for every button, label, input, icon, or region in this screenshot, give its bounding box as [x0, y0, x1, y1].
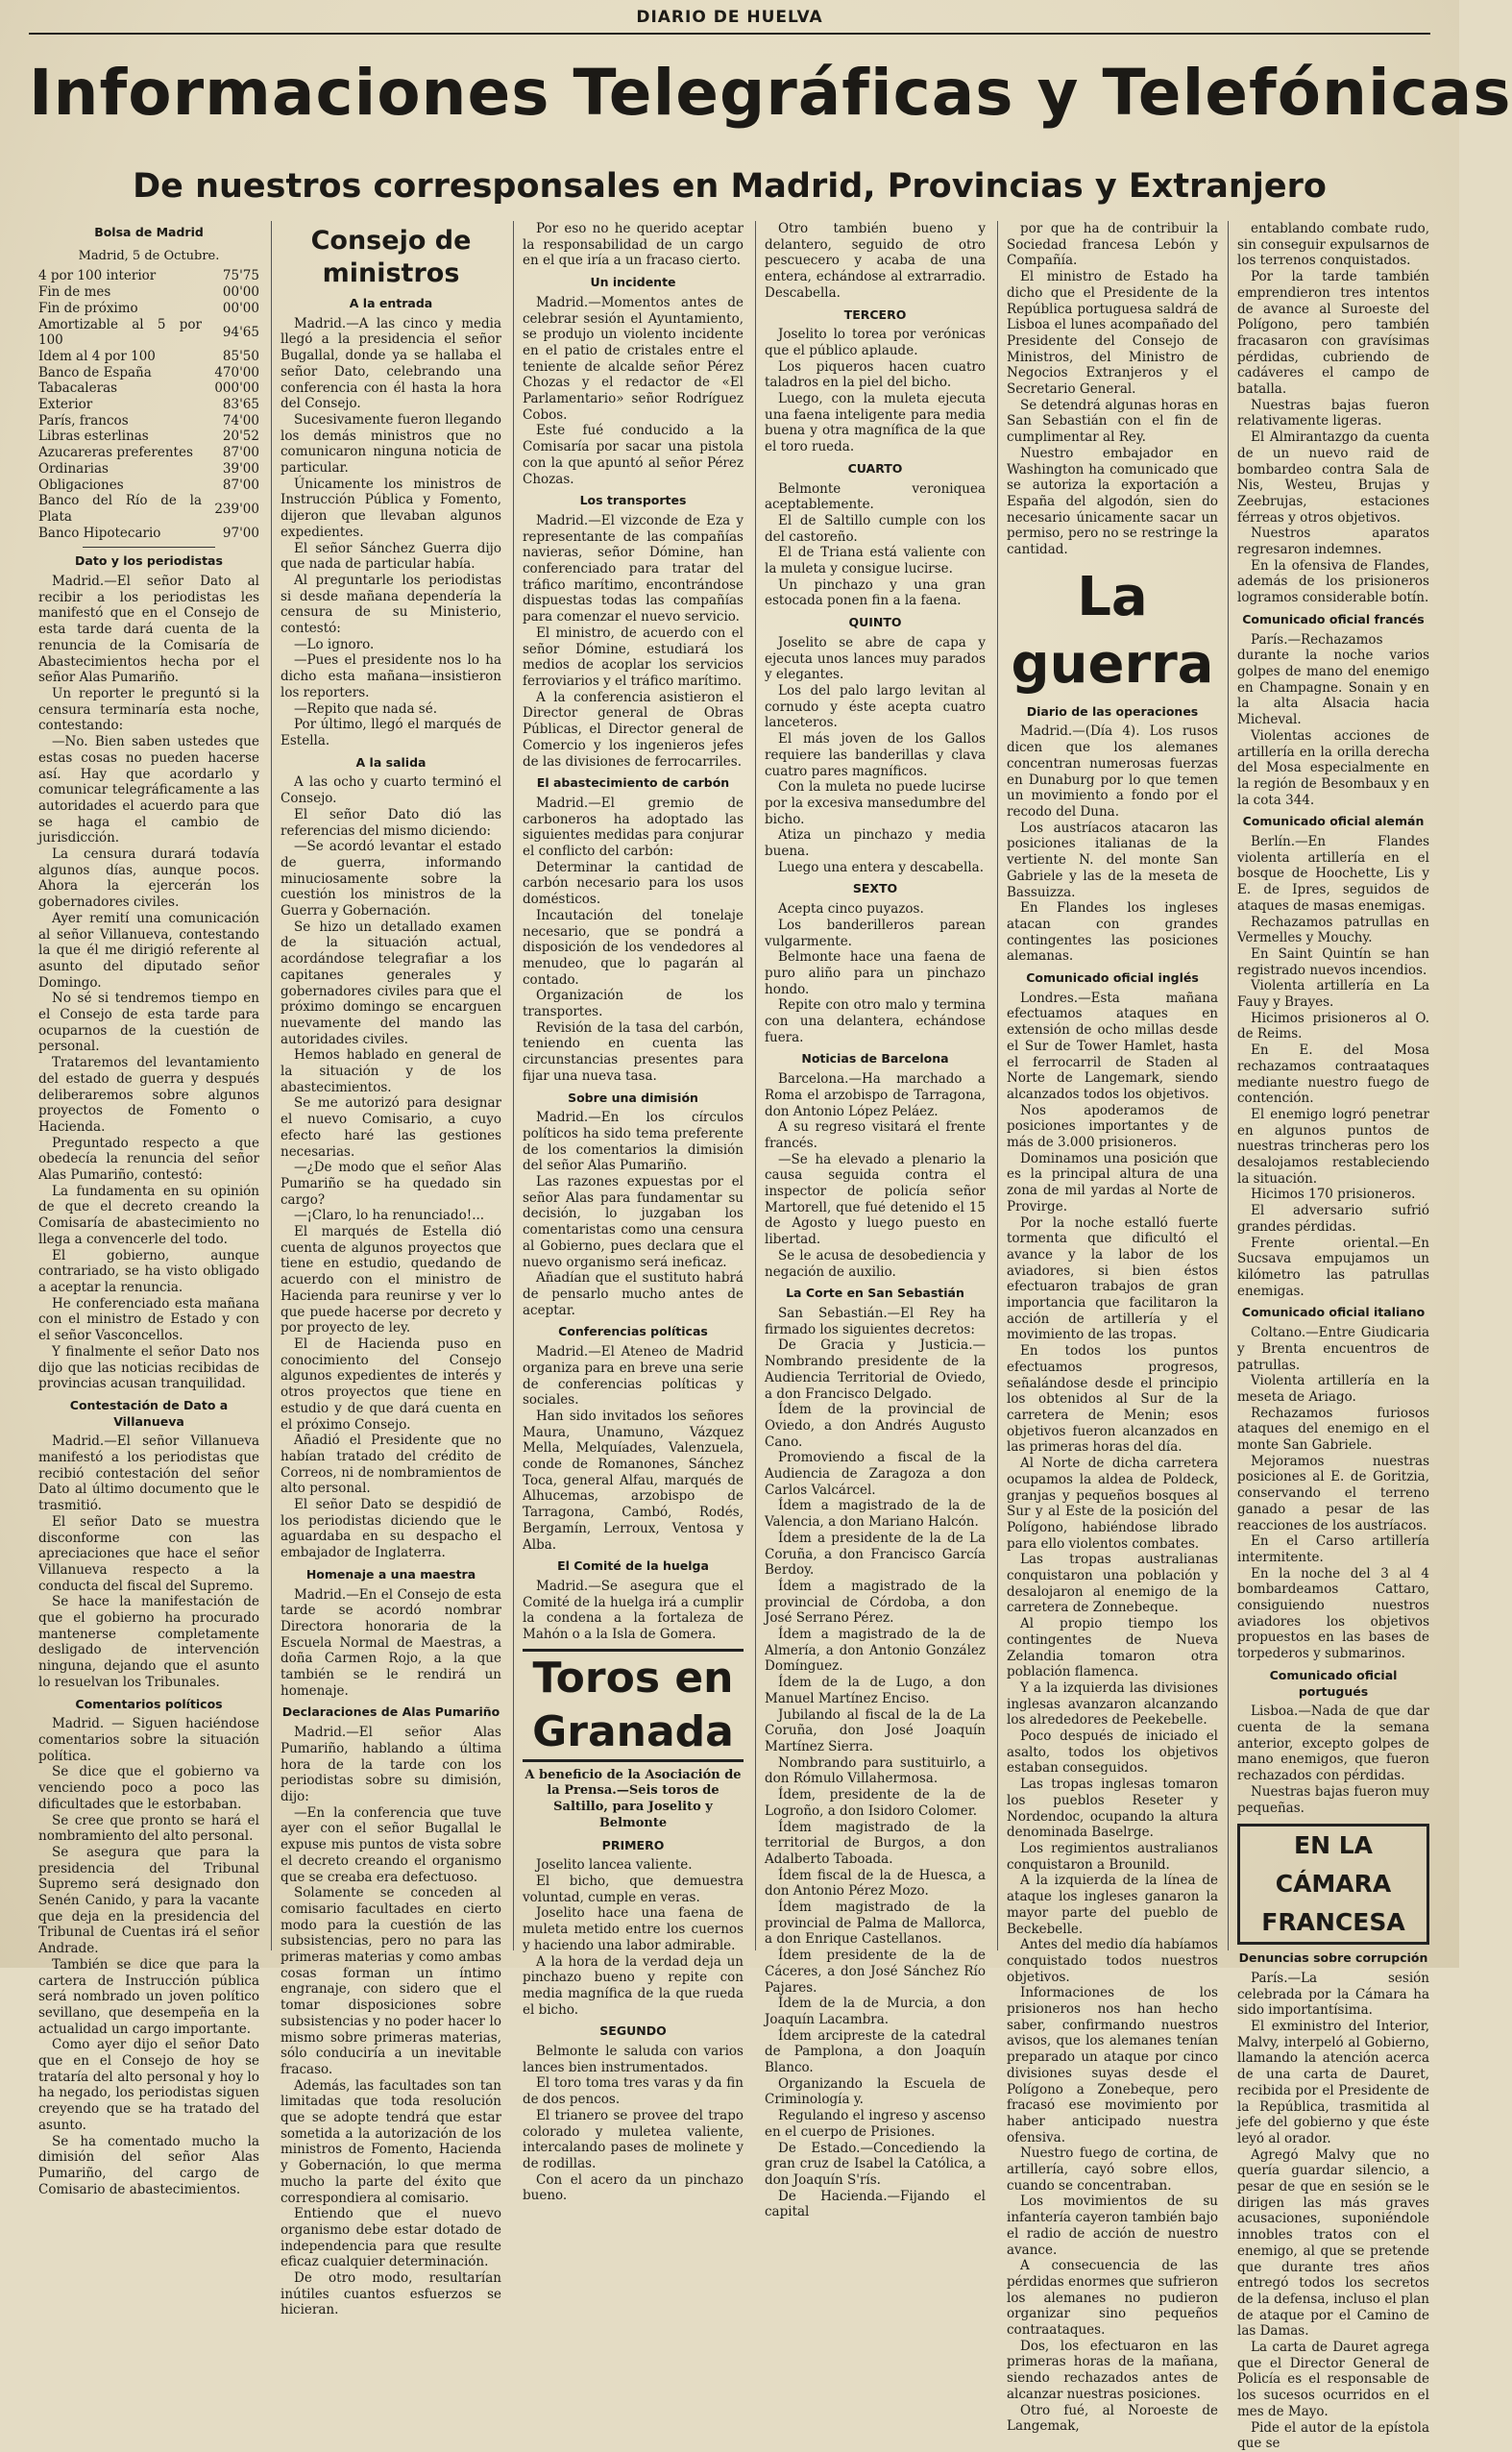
paragraph: Y a la izquierda las divisiones inglesas avanzaron alcanzando los alrededores de Peekebelle.: [1007, 1680, 1218, 1729]
section-heading: El abastecimiento de carbón: [536, 775, 730, 791]
paragraph: Los banderilleros parean vulgarmente.: [765, 917, 986, 949]
paragraph: —Pues el presidente nos lo ha dicho esta mañana—insistieron los reporters.: [280, 652, 501, 700]
paragraph: Madrid.—El señor Villanueva manifestó a los periodistas que recibió contestación del señor Dato al último documento que le trasmitió.: [38, 1434, 259, 1514]
paragraph: Preguntado respecto a que obedecía la renuncia del señor Alas Pumariño, contestó:: [38, 1135, 259, 1184]
paragraph: Madrid.—El Ateneo de Madrid organiza para en breve una serie de conferencias políticas y sociales.: [523, 1344, 744, 1409]
paragraph: —¿De modo que el señor Alas Pumariño se ha quedado sin cargo?: [280, 1160, 501, 1208]
stock-name: Banco Hipotecario: [38, 525, 161, 541]
paragraph: En Saint Quintín se han registrado nuevos incendios.: [1237, 945, 1429, 978]
paragraph: Ídem magistrado de la territorial de Burgos, a don Adalberto Taboada.: [765, 1819, 986, 1867]
section-heading: Homenaje a una maestra: [305, 1566, 476, 1582]
paragraph: Nos apoderamos de posiciones importantes y de más de 3.000 prisioneros.: [1007, 1102, 1218, 1151]
paragraph: Se cree que pronto se hará el nombramiento del alto personal.: [38, 1812, 259, 1845]
paragraph: El señor Dato se despidió de los periodistas diciendo que le aguardaba en su despacho el embajador de Inglaterra.: [280, 1497, 501, 1561]
paragraph: —Se ha elevado a plenario la causa seguida contra el inspector de policía señor Martorell, que fué detenido el 15 de Agosto y luego puesto en libertad.: [765, 1151, 986, 1248]
section-heading: A la salida: [355, 754, 427, 770]
paragraph: Se me autorizó para designar el nuevo Comisario, a cuyo efecto haré las gestiones necesarias.: [280, 1095, 501, 1160]
paragraph: En la noche del 3 al 4 bombardeamos Cattaro, consiguiendo nuestros aviadores los objetivos propuestos en las bases de torpederos y submarinos.: [1237, 1565, 1429, 1662]
paragraph: Nuestro embajador en Washington ha comunicado que se autoriza la exportación a España del algodón, sien do necesario únicamente sacar un permiso, pero no se restringe la cantidad.: [1007, 445, 1218, 558]
section-heading: Dato y los periodistas: [75, 553, 223, 569]
stock-value: 97'00: [222, 525, 259, 541]
stock-name: París, francos: [38, 412, 129, 429]
paragraph: El gobierno, aunque contrariado, se ha visto obligado a aceptar la renuncia.: [38, 1247, 259, 1295]
paragraph: Violentas acciones de artillería en la orilla derecha del Mosa especialmente en la región de Besombaux y en la cota 344.: [1237, 727, 1429, 808]
stock-row: [38, 478, 259, 494]
paragraph: Por eso no he querido aceptar la responsabilidad de un cargo en el que iría a un fracaso cierto.: [523, 221, 744, 269]
paragraph: Jubilando al fiscal de la de La Coruña, don José Joaquín Martínez Sierra.: [765, 1706, 986, 1754]
paragraph: Las razones expuestas por el señor Alas para fundamentar su decisión, lo juzgaban los comentaristas como una censura al Gobierno, pues declara que el nuevo organismo será ineficaz.: [523, 1174, 744, 1270]
paragraph: —En la conferencia que tuve ayer con el señor Bugallal le expuse mis puntos de vista sobre el decreto creando el organismo que se creaba era defectuoso.: [280, 1804, 501, 1885]
stock-row: [38, 461, 259, 478]
paragraph: Nuestras bajas fueron relativamente ligeras.: [1237, 397, 1429, 429]
section-heading: Un incidente: [590, 275, 676, 290]
stock-row: [38, 397, 259, 413]
paragraph: —¡Claro, lo ha renunciado!...: [294, 1208, 485, 1224]
stock-name: Exterior: [38, 397, 93, 413]
section-heading: CUARTO: [847, 460, 903, 476]
paragraph: Han sido invitados los señores Maura, Unamuno, Vázquez Mella, Melquíades, Valenzuela, conde de Romanones, Sánchez Toca, general Alfau, marqués de Alhucemas, arzobispo de Tarragona, Cambó, Rodés, Bergamín, Lerroux, Ventosa y Alba.: [523, 1408, 744, 1553]
section-heading: Diario de las operaciones: [1026, 703, 1199, 719]
paragraph: El marqués de Estella dió cuenta de algunos proyectos que tiene en estudio, quedando de acuerdo con el ministro de Hacienda para reunirse y ver lo que puede hacerse por decreto y por proyecto de ley.: [280, 1224, 501, 1336]
paragraph: El toro toma tres varas y da fin de dos pencos.: [523, 2075, 744, 2108]
stock-value: 85'50: [222, 348, 259, 364]
stock-value: 00'00: [222, 284, 259, 301]
stock-row: [38, 365, 259, 381]
paragraph: Madrid.—(Día 4). Los rusos dicen que los alemanes concentran numerosas fuerzas en Dunaburg por lo que temen un movimiento a fondo por el recodo del Duna.: [1007, 723, 1218, 820]
stock-value: 87'00: [222, 477, 259, 493]
stock-row: [38, 429, 259, 445]
paragraph: A su regreso visitará el frente francés.: [765, 1119, 986, 1151]
paragraph: París.—La sesión celebrada por la Cámara ha sido importantísima.: [1237, 1970, 1429, 2019]
paragraph: Berlín.—En Flandes violenta artillería en el bosque de Hoochette, Lis y E. de Ipres, seguidos de ataques de masas enemigas.: [1237, 834, 1429, 914]
section-heading: Comunicado oficial francés: [1242, 611, 1425, 626]
paragraph: Al Norte de dicha carretera ocupamos la aldea de Poldeck, granjas y pequeños bosques al Sur y al Este de la posición del Polígono, habiéndose librado para ello violentos combates.: [1007, 1456, 1218, 1552]
paragraph: Madrid.—Se asegura que el Comité de la huelga irá a cumplir la condena a la fortaleza de Mahón o a la Isla de Gomera.: [523, 1578, 744, 1643]
paragraph: Y finalmente el señor Dato nos dijo que las noticias recibidas de provincias acusan tranquilidad.: [38, 1343, 259, 1392]
stock-name: Banco del Río de la Plata: [38, 493, 202, 525]
stock-value: 20'52: [222, 429, 259, 445]
paragraph: El más joven de los Gallos requiere las banderillas y clava cuatro pares magníficos.: [765, 731, 986, 779]
section-heading: Comunicado oficial portugués: [1269, 1667, 1398, 1699]
paragraph: Hicimos 170 prisioneros.: [1251, 1187, 1416, 1203]
paragraph: Los piqueros hacen cuatro taladros en la piel del bicho.: [765, 358, 986, 391]
paragraph: Por último, llegó el marqués de Estella.: [280, 717, 501, 748]
section-heading: La Corte en San Sebastián: [786, 1286, 964, 1301]
paragraph: Belmonte veroniquea aceptablemente.: [765, 480, 986, 513]
paragraph: —No. Bien saben ustedes que estas cosas no pueden hacerse así. Hay que acordarlo y comunicar telegráficamente a las autoridades el acuerdo para que se haga el cambio de jurisdicción.: [38, 734, 259, 846]
column-3: [523, 221, 744, 2204]
paragraph: No sé si tendremos tiempo en el Consejo de esta tarde para ocuparnos de la cuestión de personal.: [38, 991, 259, 1055]
column-5: [1007, 221, 1218, 2435]
paragraph: De Estado.—Concediendo la gran cruz de Isabel la Católica, a don Joaquín S'rís.: [765, 2140, 986, 2188]
boxed-headline: Toros en Granada: [523, 1649, 744, 1762]
paragraph: Ídem presidente de la de Cáceres, a don José Sánchez Río Pajares.: [765, 1948, 986, 1996]
paragraph: Madrid.—En los círculos políticos ha sido tema preferente de los comentarios la dimisión del señor Alas Pumariño.: [523, 1110, 744, 1174]
paragraph: Se le acusa de desobediencia y negación de auxilio.: [765, 1247, 986, 1280]
stock-name: Azucareras preferentes: [38, 445, 193, 461]
paragraph: En Flandes los ingleses atacan con grandes contingentes las posiciones alemanas.: [1007, 900, 1218, 965]
paragraph: Ídem de la de Murcia, a don Joaquín Lacambra.: [765, 1996, 986, 2027]
paragraph: Las tropas australianas conquistaron una población y desalojaron al enemigo de la carretera de Zonnebeque.: [1007, 1552, 1218, 1616]
paragraph: El de Saltillo cumple con los del castoreño.: [765, 512, 986, 545]
paragraph: El señor Sánchez Guerra dijo que nada de particular había.: [280, 540, 501, 573]
paragraph: Al preguntarle los periodistas si desde mañana dependería la censura de su Ministerio, contestó:: [280, 572, 501, 637]
paragraph: Joselito se abre de capa y ejecuta unos lances muy parados y elegantes.: [765, 634, 986, 683]
stock-name: Banco de España: [38, 364, 152, 380]
column-6: [1237, 221, 1429, 2452]
section-heading: Contestación de Dato a Villanueva: [69, 1397, 229, 1429]
paragraph: Con la muleta no puede lucirse por la excesiva mansedumbre del bicho.: [765, 779, 986, 827]
paragraph: Belmonte le saluda con varios lances bien instrumentados.: [523, 2044, 744, 2075]
section-headline: La guerra: [1011, 565, 1214, 696]
paragraph: Madrid.—En el Consejo de esta tarde se acordó nombrar Directora honoraria de la Escuela Normal de Maestras, a doña Carmen Rojo, a la que también se le rendirá un homenaje.: [280, 1586, 501, 1699]
stock-row: [38, 493, 259, 525]
paragraph: Joselito lo torea por verónicas que el público aplaude.: [765, 327, 986, 358]
paragraph: Madrid.—El gremio de carboneros ha adoptado las siguientes medidas para conjurar el conflicto del carbón:: [523, 795, 744, 860]
paragraph: El bicho, que demuestra voluntad, cumple en veras.: [523, 1873, 744, 1905]
section-heading: QUINTO: [848, 615, 902, 630]
paragraph: Se hace la manifestación de que el gobierno ha procurado mantenerse completamente desligado de intervención ninguna, dejando que el asunto lo resuelvan los Tribunales.: [38, 1594, 259, 1690]
stock-name: Fin de próximo: [38, 300, 138, 316]
stock-row: [38, 268, 259, 284]
paragraph: Antes del medio día habíamos conquistado todos nuestros objetivos.: [1007, 1937, 1218, 1985]
paragraph: He conferenciado esta mañana con el ministro de Estado y con el señor Vasconcellos.: [38, 1295, 259, 1344]
paragraph: Un reporter le preguntó si la censura terminaría esta noche, contestando:: [38, 685, 259, 734]
paragraph: La fundamenta en su opinión de que el decreto creando la Comisaría de abastecimiento no llega a convencerle del todo.: [38, 1183, 259, 1247]
paragraph: Los del palo largo levitan al cornudo y éste acepta cuatro lanceteros.: [765, 682, 986, 731]
paragraph: Organización de los transportes.: [523, 988, 744, 1020]
paragraph: Incautación del tonelaje necesario, que se pondrá a disposición de los vendedores al menudeo, que lo pagarán al contado.: [523, 907, 744, 988]
paragraph: Acepta cinco puyazos.: [778, 901, 924, 918]
section-heading: Comunicado oficial inglés: [1026, 970, 1199, 986]
paragraph: Pide el autor de la epístola que se: [1237, 2419, 1429, 2452]
paragraph: Luego una entera y descabella.: [778, 859, 985, 875]
stock-row: [38, 413, 259, 429]
section-heading: Noticias de Barcelona: [801, 1051, 949, 1067]
paragraph: Belmonte hace una faena de puro aliño para un pinchazo hondo.: [765, 949, 986, 997]
paragraph: Joselito hace una faena de muleta metido entre los cuernos y haciendo una labor admirable.: [523, 1905, 744, 1953]
paragraph: El señor Dato se muestra disconforme con las apreciaciones que hace el señor Villanueva respecto a la conducta del fiscal del Supremo.: [38, 1513, 259, 1594]
paragraph: Agregó Malvy que no quería guardar silencio, a pesar de que en sesión se le dirigen las más graves acusaciones, suponiéndole innobles tratos con el enemigo, al que se pretende que durante tres años entregó todos los secretos de la defensa, incluso el plan de ataque por el Camino de las Damas.: [1237, 2146, 1429, 2340]
stock-name: Libras esterlinas: [38, 429, 149, 445]
paragraph: En E. del Mosa rechazamos contraataques mediante nuestro fuego de contención.: [1237, 1042, 1429, 1107]
paragraph: Madrid.—El vizconde de Eza y representante de las compañías navieras, señor Dómine, han conferenciado para tratar del tráfico marítimo, encontrándose dispuestas todas las compañías para comenzar el nuevo servicio.: [523, 512, 744, 625]
paragraph: Al propio tiempo los contingentes de Nueva Zelandia tomaron otra población flamenca.: [1007, 1616, 1218, 1680]
paragraph: Ídem magistrado de la provincial de Palma de Mallorca, a don Enrique Castellanos.: [765, 1900, 986, 1948]
column-2: [280, 221, 501, 2318]
paragraph: Regulando el ingreso y ascenso en el cuerpo de Prisiones.: [765, 2108, 986, 2140]
paragraph: La carta de Dauret agrega que el Director General de Policía es el responsable de los sucesos ocurridos en el mes de Mayo.: [1237, 2340, 1429, 2419]
section-heading: Comunicado oficial italiano: [1241, 1305, 1426, 1320]
paragraph: —Repito que nada sé.: [294, 700, 438, 717]
section-heading: PRIMERO: [601, 1837, 665, 1852]
page-subheadline: De nuestros corresponsales en Madrid, Provincias y Extranjero: [133, 167, 1327, 206]
article-headline: Consejo de ministros: [310, 226, 472, 288]
paragraph: El trianero se provee del trapo colorado y muletea valiente, intercalando pases de molinete y de rodillas.: [523, 2107, 744, 2171]
section-heading: Los transportes: [579, 493, 687, 508]
paragraph: La censura durará todavía algunos días, aunque pocos. Ahora la ejercerán los gobernadores civiles.: [38, 846, 259, 911]
column-4: [765, 221, 986, 2220]
paragraph: El enemigo logró penetrar en algunos puntos de nuestras trincheras pero los desalojamos restableciendo la situación.: [1237, 1106, 1429, 1187]
stock-name: 4 por 100 interior: [38, 268, 157, 284]
paragraph: El ministro de Estado ha dicho que el Presidente de la República portuguesa saldrá de Lisboa el lunes acompañado del Presidente del Consejo de Ministros, del Ministro de Negocios Extranjeros y el Secretario General.: [1007, 269, 1218, 398]
paragraph: Únicamente los ministros de Instrucción Pública y Fomento, dijeron que llevaban algunos expedientes.: [280, 476, 501, 540]
paragraph: por que ha de contribuir la Sociedad francesa Lebón y Compañía.: [1007, 221, 1218, 269]
section-heading: Declaraciones de Alas Pumariño: [281, 1704, 500, 1720]
paragraph: Ídem a magistrado de la de Valencia, a don Mariano Halcón.: [765, 1498, 986, 1531]
paragraph: En el Carso artillería intermitente.: [1237, 1533, 1429, 1565]
boxed-section-headline: EN LA CÁMARA FRANCESA: [1237, 1824, 1429, 1945]
section-heading: Conferencias políticas: [558, 1324, 708, 1339]
paragraph: Las tropas inglesas tomaron los pueblos Reseter y Nordendoc, ocupando la altura denominada Baselrge.: [1007, 1777, 1218, 1841]
paragraph: Hicimos prisioneros al O. de Reims.: [1237, 1010, 1429, 1042]
article-subheading: A beneficio de la Asociación de la Prensa.—Seis toros de Saltillo, para Joselito y Belmonte: [524, 1767, 742, 1830]
paragraph: Sucesivamente fueron llegando los demás ministros que no comunicaron ninguna noticia de particular.: [280, 411, 501, 477]
paragraph: Añadió el Presidente que no habían tratado del crédito de Correos, ni de nombramientos de alto personal.: [280, 1433, 501, 1497]
paragraph: París.—Rechazamos durante la noche varios golpes de mano del enemigo en Champagne. Sonain y en la alta Alsacia hacia Micheval.: [1237, 631, 1429, 728]
section-heading: SEXTO: [852, 881, 898, 896]
paragraph: Ídem a magistrado de la de Almería, a don Antonio González Domínguez.: [765, 1627, 986, 1675]
stock-value: 87'00: [222, 445, 259, 461]
paragraph: También se dice que para la cartera de Instrucción pública será nombrado un joven político sevillano, que desempeña en la actualidad un cargo importante.: [38, 1956, 259, 2037]
paragraph: El señor Dato dió las referencias del mismo diciendo:: [280, 806, 501, 839]
paragraph: Revisión de la tasa del carbón, teniendo en cuenta las circunstancias presentes para fijar una nueva tasa.: [523, 1019, 744, 1084]
paragraph: Barcelona.—Ha marchado a Roma el arzobispo de Tarragona, don Antonio López Peláez.: [765, 1071, 986, 1119]
paragraph: Añadían que el sustituto habrá de pensarlo mucho antes de aceptar.: [523, 1270, 744, 1318]
paragraph: Los movimientos de su infantería cayeron también bajo el radio de acción de nuestro avance.: [1007, 2194, 1218, 2258]
stock-value: 75'75: [222, 268, 259, 284]
stock-value: 94'65: [222, 324, 259, 340]
paragraph: Por la tarde también emprendieron tres intentos de avance al Suroeste del Polígono, pero también fracasaron con gravísimas pérdidas, cubriendo de cadáveres el campo de batalla.: [1237, 269, 1429, 398]
stock-date: Madrid, 5 de Octubre.: [78, 248, 220, 263]
paragraph: Por la noche estalló fuerte tormenta que dificultó el avance y la labor de los aviadores, si bien éstos efectuaron trabajos de gran importancia que facilitaron la acción de artillería y el movimiento de las tropas.: [1007, 1214, 1218, 1343]
paragraph: A las ocho y cuarto terminó el Consejo.: [280, 774, 501, 807]
paragraph: Nombrando para sustituirlo, a don Rómulo Villahermosa.: [765, 1754, 986, 1787]
stock-row: [38, 445, 259, 461]
stock-row: [38, 317, 259, 349]
stock-row: [38, 526, 259, 542]
stock-name: Tabacaleras: [38, 380, 118, 397]
stock-value: 239'00: [214, 501, 259, 517]
stock-value: 00'00: [222, 300, 259, 316]
paragraph: El ministro, de acuerdo con el señor Dómine, estudiará los medios de acoplar los servicios ferroviarios y el tráfico marítimo.: [523, 625, 744, 689]
stock-row: [38, 349, 259, 365]
stock-value: 39'00: [222, 460, 259, 477]
paragraph: Ídem a presidente de la de La Coruña, a don Francisco García Berdoy.: [765, 1530, 986, 1579]
paragraph: El adversario sufrió grandes pérdidas.: [1237, 1203, 1429, 1235]
paragraph: Dominamos una posición que es la principal altura de una zona de mil yardas al Norte de Provirge.: [1007, 1150, 1218, 1214]
paragraph: Ídem a magistrado de la provincial de Córdoba, a don José Serrano Pérez.: [765, 1578, 986, 1627]
paragraph: Nuestro fuego de cortina, de artillería, cayó sobre ellos, cuando se concentraban.: [1007, 2146, 1218, 2194]
paragraph: Luego, con la muleta ejecuta una faena inteligente para media buena y otra magnífica de la que el toro rueda.: [765, 391, 986, 455]
paragraph: Con el acero da un pinchazo bueno.: [523, 2171, 744, 2204]
page-headline: Informaciones Telegráficas y Telefónicas: [29, 56, 1512, 130]
section-heading: Sobre una dimisión: [568, 1090, 698, 1105]
paragraph: Solamente se conceden al comisario facultades en cierto modo para la cuestión de las subsistencias, pero no para las primeras materias y como ambas cosas forman un íntimo engranaje, con sidero que el tomar disposiciones sobre subsistencias y no poder hacer lo mismo sobre primeras materias, sólo conduciría a un inevitable fracaso.: [280, 1885, 501, 2077]
paragraph: Hemos hablado en general de la situación y de los abastecimientos.: [280, 1047, 501, 1095]
paragraph: Se detendrá algunas horas en San Sebastián con el fin de cumplimentar al Rey.: [1007, 397, 1218, 446]
paragraph: —Lo ignoro.: [294, 636, 375, 652]
section-heading: A la entrada: [349, 296, 433, 310]
column-1: [38, 221, 259, 2197]
paragraph: Violenta artillería en La Fauy y Brayes.: [1237, 978, 1429, 1011]
paragraph: Frente oriental.—En Sucsava empujamos un kilómetro las patrullas enemigas.: [1237, 1235, 1429, 1299]
stock-value: 83'65: [222, 397, 259, 413]
paragraph: Se asegura que para la presidencia del Tribunal Supremo será designado don Senén Canido, y para la vacante que deja en la presidencia del Tribunal de Cuentas irá el señor Andrade.: [38, 1844, 259, 1957]
paragraph: Como ayer dijo el señor Dato que en el Consejo de hoy se trataría del alto personal y hoy lo ha negado, los periodistas siguen creyendo que se ha tratado del asunto.: [38, 2037, 259, 2133]
section-heading: Comentarios políticos: [75, 1696, 223, 1711]
paragraph: Los regimientos australianos conquistaron a Brounild.: [1007, 1840, 1218, 1873]
paragraph: El de Triana está valiente con la muleta y consigue lucirse.: [765, 545, 986, 577]
paragraph: Mejoramos nuestras posiciones al E. de Goritzia, conservando el terreno ganado a pesar de las reacciones de los austríacos.: [1237, 1453, 1429, 1533]
stock-table: [38, 268, 259, 541]
paragraph: Madrid.—El señor Dato al recibir a los periodistas les manifestó que en el Consejo de esta tarde dará cuenta de la renuncia de la Comisaría de Abastecimientos hecha por el señor Alas Pumariño.: [38, 574, 259, 686]
paragraph: San Sebastián.—El Rey ha firmado los siguientes decretos:: [765, 1306, 986, 1337]
stock-name: Fin de mes: [38, 284, 111, 301]
stock-value: 74'00: [222, 412, 259, 429]
stock-name: Idem al 4 por 100: [38, 348, 156, 364]
paragraph: Atiza un pinchazo y media buena.: [765, 827, 986, 860]
paragraph: Joselito lancea valiente.: [536, 1857, 693, 1874]
section-heading: Denuncias sobre corrupción: [1238, 1950, 1428, 1966]
masthead: DIARIO DE HUELVA: [29, 8, 1430, 35]
paragraph: En la ofensiva de Flandes, además de los prisioneros logramos considerable botín.: [1237, 557, 1429, 606]
paragraph: Nuestras bajas fueron muy pequeñas.: [1237, 1783, 1429, 1816]
paragraph: Otro fué, al Noroeste de Langemak,: [1007, 2402, 1218, 2435]
paragraph: Otro también bueno y delantero, seguido de otro pescuecero y acaba de una entera, echándose al extrarradio. Descabella.: [765, 221, 986, 301]
paragraph: Ídem de la provincial de Oviedo, a don Andrés Augusto Cano.: [765, 1402, 986, 1450]
paragraph: Violenta artillería en la meseta de Ariago.: [1237, 1373, 1429, 1405]
paragraph: Se hizo un detallado examen de la situación actual, acordándose telegrafiar a los capitanes generales y gobernadores civiles para que el próximo domingo se encarguen nuevamente del mando las autoridades civiles.: [280, 919, 501, 1047]
paragraph: Ayer remití una comunicación al señor Villanueva, contestando la que él me dirigió referente al asunto del diputado señor Domingo.: [38, 910, 259, 991]
paragraph: Entiendo que el nuevo organismo debe estar dotado de independencia para que resulte eficaz cualquier determinación.: [280, 2206, 501, 2270]
paragraph: De otro modo, resultarían inútiles cuantos esfuerzos se hicieran.: [280, 2270, 501, 2318]
stock-title: Bolsa de Madrid: [94, 225, 204, 239]
paragraph: De Hacienda.—Fijando el capital: [765, 2188, 986, 2220]
stock-value: 000'00: [214, 380, 259, 397]
paragraph: Repite con otro malo y termina con una delantera, echándose fuera.: [765, 997, 986, 1045]
section-heading: Comunicado oficial alemán: [1242, 814, 1425, 829]
paragraph: Ídem de la de Lugo, a don Manuel Martínez Enciso.: [765, 1675, 986, 1706]
paragraph: A consecuencia de las pérdidas enormes que sufrieron los alemanes no pudieron organizar sino pequeños contraataques.: [1007, 2258, 1218, 2339]
paragraph: Madrid.—A las cinco y media llegó a la presidencia el señor Bugallal, donde ya se hallaba el señor Dato, celebrando una conferencia con él hasta la hora del Consejo.: [280, 315, 501, 412]
paragraph: El de Hacienda puso en conocimiento del Consejo algunos expedientes de interés y otros proyectos que tiene en estudio y de que dará cuenta en el próximo Consejo.: [280, 1336, 501, 1433]
paragraph: A la izquierda de la línea de ataque los ingleses ganaron la mayor parte del pueblo de Beckebelle.: [1007, 1873, 1218, 1937]
stock-name: Amortizable al 5 por 100: [38, 316, 202, 349]
paragraph: Rechazamos furiosos ataques del enemigo en el monte San Gabriele.: [1237, 1405, 1429, 1454]
paragraph: Trataremos del levantamiento del estado de guerra y después deliberaremos sobre algunos proyectos de Fomento o Hacienda.: [38, 1055, 259, 1135]
stock-value: 470'00: [214, 364, 259, 380]
paragraph: De Gracia y Justicia.—Nombrando presidente de la Audiencia Territorial de Oviedo, a don Francisco Delgado.: [765, 1337, 986, 1402]
paragraph: Ídem, presidente de la de Logroño, a don Isidoro Colomer.: [765, 1787, 986, 1819]
paragraph: Ídem arcipreste de la catedral de Pamplona, a don Joaquín Blanco.: [765, 2027, 986, 2076]
paragraph: Dos, los efectuaron en las primeras horas de la mañana, siendo rechazados antes de alcanzar nuestras posiciones.: [1007, 2338, 1218, 2402]
section-heading: TERCERO: [843, 306, 907, 322]
paragraph: Se dice que el gobierno va venciendo poco a poco las dificultades que le estorbaban.: [38, 1764, 259, 1812]
paragraph: Ídem fiscal de la de Huesca, a don Antonio Pérez Mozo.: [765, 1867, 986, 1900]
paragraph: Coltano.—Entre Giudicaria y Brenta encuentros de patrullas.: [1237, 1325, 1429, 1373]
stock-row: [38, 301, 259, 317]
stock-name: Obligaciones: [38, 477, 124, 493]
paragraph: Los austríacos atacaron las posiciones italianas de la vertiente N. del monte San Gabriele y las de la meseta de Bassuizza.: [1007, 820, 1218, 900]
paragraph: Determinar la cantidad de carbón necesario para los usos domésticos.: [523, 859, 744, 908]
paragraph: entablando combate rudo, sin conseguir expulsarnos de los terrenos conquistados.: [1237, 221, 1429, 269]
paragraph: Poco después de iniciado el asalto, todos los objetivos estaban conseguidos.: [1007, 1729, 1218, 1777]
paragraph: —Se acordó levantar el estado de guerra, informando minuciosamente sobre la cuestión los ministros de la Guerra y Gobernación.: [280, 839, 501, 920]
paragraph: Rechazamos patrullas en Vermelles y Mouchy.: [1237, 914, 1429, 946]
paragraph: En todos los puntos efectuamos progresos, señalándose desde el principio los obtenidos al Sur de la carretera de Menin; esos objetivos fueron alcanzados en las primeras horas del día.: [1007, 1343, 1218, 1456]
paragraph: El Almirantazgo da cuenta de un nuevo raid de bombardeo contra Sala de Nis, Westeu, Brujas y Zeebrujas, estaciones férreas y otros objetivos.: [1237, 429, 1429, 526]
paragraph: Un pinchazo y una gran estocada ponen fin a la faena.: [765, 576, 986, 609]
paragraph: Este fué conducido a la Comisaría por sacar una pistola con la que apuntó al señor Pérez Chozas.: [523, 423, 744, 487]
section-heading: SEGUNDO: [599, 2023, 667, 2039]
paragraph: A la conferencia asistieron el Director general de Obras Públicas, el Director general de Comercio y los ingenieros jefes de las divisiones de ferrocarriles.: [523, 689, 744, 770]
paragraph: Madrid. — Siguen haciéndose comentarios sobre la situación política.: [38, 1716, 259, 1764]
paragraph: El exministro del Interior, Malvy, interpeló al Gobierno, llamando la atención acerca de una carta de Dauret, recibida por el Presidente de la República, trasmitida al jefe del gobierno y que éste leyó al orador.: [1237, 2019, 1429, 2146]
paragraph: A la hora de la verdad deja un pinchazo bueno y repite con media magnífica de la que rueda el bicho.: [523, 1953, 744, 2018]
paragraph: Además, las facultades son tan limitadas que toda resolución que se adopte tendrá que estar sometida a la autorización de los ministros de Fomento, Hacienda y Gobernación, lo que merma mucho la parte del éxito que correspondiera al comisario.: [280, 2077, 501, 2206]
stock-row: [38, 380, 259, 397]
paragraph: Nuestros aparatos regresaron indemnes.: [1237, 526, 1429, 558]
stock-row: [38, 284, 259, 301]
section-heading: El Comité de la huelga: [557, 1558, 709, 1574]
paragraph: Promoviendo a fiscal de la Audiencia de Zaragoza a don Carlos Valcárcel.: [765, 1450, 986, 1498]
paragraph: Organizando la Escuela de Criminología y.: [765, 2075, 986, 2108]
paragraph: Se ha comentado mucho la dimisión del señor Alas Pumariño, del cargo de Comisario de abastecimientos.: [38, 2133, 259, 2197]
paragraph: Madrid.—El señor Alas Pumariño, hablando a última hora de la tarde con los periodistas sobre su dimisión, dijo:: [280, 1725, 501, 1804]
paragraph: Londres.—Esta mañana efectuamos ataques en extensión de ocho millas desde el Sur de Tower Hamlet, hasta el ferrocarril de Staden al Norte de Langemark, siendo alcanzados todos los objetivos.: [1007, 990, 1218, 1102]
paragraph: Madrid.—Momentos antes de celebrar sesión el Ayuntamiento, se produjo un violento incidente en el patio de cristales entre el teniente de alcalde señor Pérez Chozas y el redactor de «El Parlamentario» señor Rodríguez Cobos.: [523, 294, 744, 423]
paragraph: Lisboa.—Nada de que dar cuenta de la semana anterior, excepto golpes de mano enemigos, que fueron rechazados con pérdidas.: [1237, 1704, 1429, 1784]
stock-name: Ordinarias: [38, 460, 109, 477]
paragraph: Informaciones de los prisioneros nos han hecho saber, confirmando nuestros avisos, que los alemanes tenían preparado un ataque por cinco divisiones suyas desde el Polígono a Zonebeque, pero fracasó ese movimiento por haber anticipado nuestra ofensiva.: [1007, 1985, 1218, 2146]
